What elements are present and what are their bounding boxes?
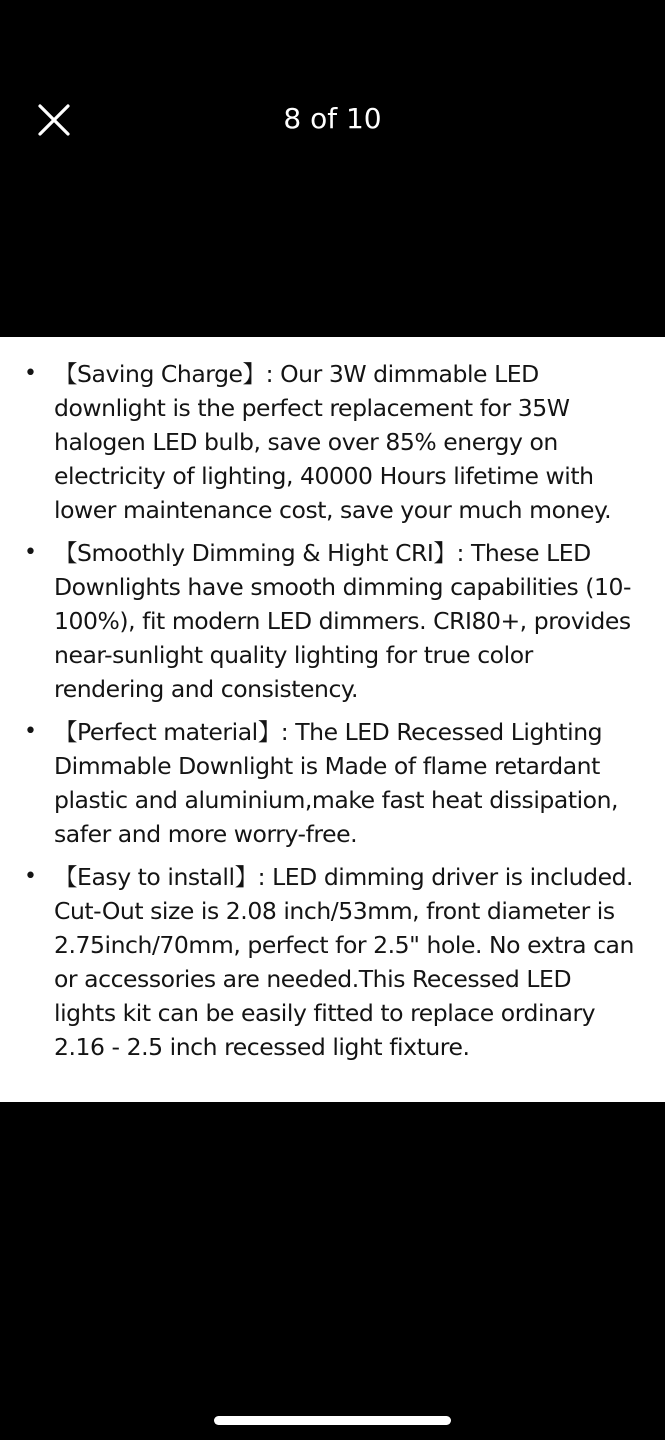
list-item-text: 【Smoothly Dimming & Hight CRI】: These LED Downlights have smooth dimming capabilities (10-100%), fit modern LED dimmers. CRI80+, provides near-sunlight quality lighting for true color rendering and consistency. (54, 539, 632, 703)
bullet-icon: • (24, 361, 37, 386)
list-item-text: 【Saving Charge】: Our 3W dimmable LED downlight is the perfect replacement for 35W halogen LED bulb, save over 85% energy on electricity of lighting, 40000 Hours lifetime with lower maintenance cost, save your much money. (54, 360, 612, 524)
bullet-icon: • (24, 719, 37, 744)
viewer-header (0, 0, 665, 337)
bullet-icon: • (24, 864, 37, 889)
list-item (0, 357, 639, 527)
list-item-text: 【Perfect material】: The LED Recessed Lighting Dimmable Downlight is Made of flame retardant plastic and aluminium,make fast heat dissipation, safer and more worry-free. (54, 718, 619, 848)
list-item (0, 715, 639, 851)
bullet-icon: • (24, 540, 37, 565)
image-counter: 8 of 10 (283, 102, 382, 135)
viewer-background (0, 1102, 665, 1440)
home-indicator[interactable] (214, 1416, 451, 1425)
list-item (0, 860, 639, 1064)
list-item (0, 536, 639, 706)
feature-list (0, 337, 665, 1064)
product-image (0, 337, 665, 1102)
list-item-text: 【Easy to install】: LED dimming driver is included. Cut-Out size is 2.08 inch/53mm, front diameter is 2.75inch/70mm, perfect for 2.5" hole. No extra can or accessories are needed.This Recessed LED lights kit can be easily fitted to replace ordinary 2.16 - 2.5 inch recessed light fixture. (54, 863, 634, 1061)
